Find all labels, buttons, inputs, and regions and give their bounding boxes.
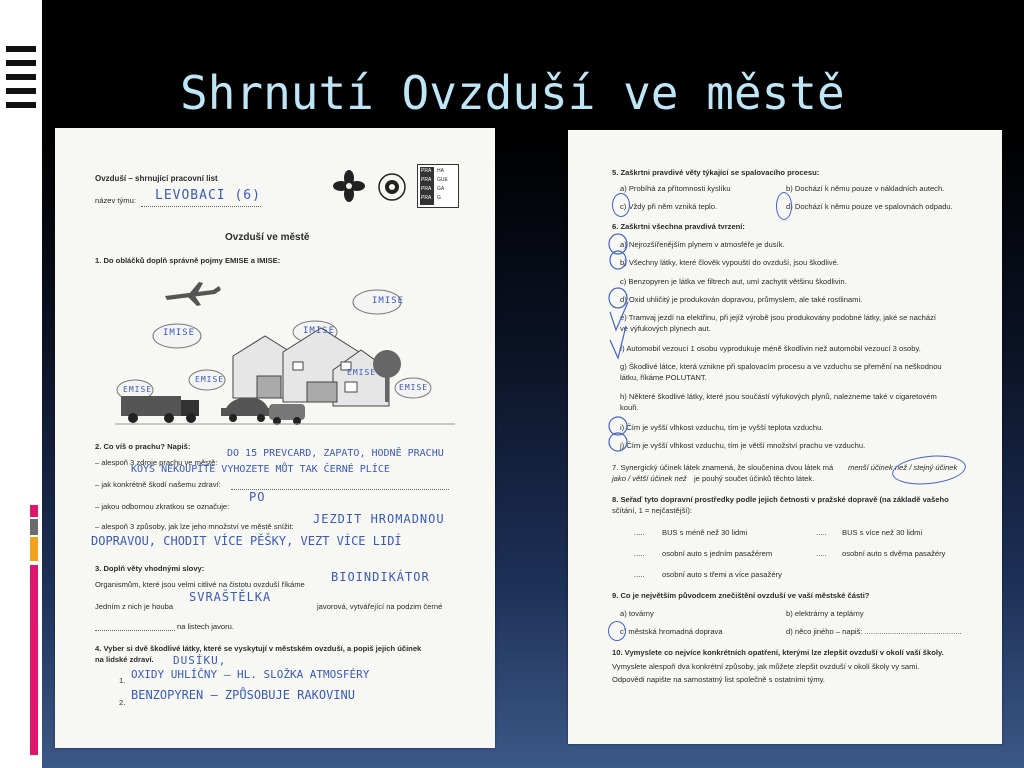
question-1: 1. Do obláčků doplň správně pojmy EMISE a IMISE: xyxy=(95,256,281,265)
accent-bar-gray xyxy=(30,519,38,535)
cloud-label-7: EMISE xyxy=(399,383,429,392)
question-6-c: c) Benzopyren je látka ve filtrech aut, umí zachytit většinu škodlivin. xyxy=(620,277,847,286)
question-5-b: b) Dochází k němu pouze v nákladních autech. xyxy=(786,184,945,193)
praha-logo-text-7: PRA xyxy=(421,195,432,201)
q8-blank-3: ..... xyxy=(634,549,645,558)
answer-4-line-2: BENZOPYREN – ZPŮSOBUJE RAKOVINU xyxy=(131,688,355,702)
answer-2-c: PO xyxy=(249,490,266,504)
q8-blank-1: ..... xyxy=(634,528,645,537)
praha-logo-text-3: PRA xyxy=(421,177,432,183)
question-3-b-start: Jedním z nich je houba xyxy=(95,602,174,611)
q8-item-3: osobní auto s jedním pasažérem xyxy=(662,549,773,558)
question-6-g-cont: látku, říkáme POLUTANT. xyxy=(620,373,707,382)
question-9-b: b) elektrárny a teplárny xyxy=(786,609,864,618)
q8-blank-2: ..... xyxy=(816,528,827,537)
question-5: 5. Zaškrtni pravdivé věty týkající se spalovacího procesu: xyxy=(612,168,820,177)
praha-logo-text-2: HA xyxy=(437,168,444,174)
question-10-c: Odpovědi napište na samostatný list společně s ostatními týmy. xyxy=(612,675,826,684)
question-6-e: e) Tramvaj jezdí na elektřinu, při jejíž výrobě jsou produkovány podobné látky, jaké se nachází xyxy=(620,313,937,322)
circle-mark-7 xyxy=(891,452,968,488)
question-6-j: j) Čím je vyšší vlhkost vzduchu, tím je větší množství prachu ve vzduchu. xyxy=(620,441,866,450)
q8-item-4: osobní auto s dvěma pasažéry xyxy=(842,549,946,558)
question-9-a: a) továrny xyxy=(620,609,654,618)
question-6-g: g) Škodlivé látce, která vznikne při spalovacím procesu a ve vzduchu se přemění na neškodnou xyxy=(620,362,942,371)
answer-2-d-line-2: DOPRAVOU, CHODIT VÍCE PĚŠKY, VEZT VÍCE LIDÍ xyxy=(91,534,402,548)
question-3-c: na listech javoru. xyxy=(177,622,234,631)
answer-3-a: BIOINDIKÁTOR xyxy=(331,570,430,584)
question-6: 6. Zaškrtni všechna pravdivá tvrzení: xyxy=(612,222,745,231)
question-3: 3. Doplň věty vhodnými slovy: xyxy=(95,564,205,573)
round-emblem-icon xyxy=(377,172,407,202)
question-6-d: d) Oxid uhličitý je produkován dopravou, průmyslem, ale také rostlinami. xyxy=(620,295,863,304)
answer-2-a-line-1: DO 15 PREVCARD, ZAPATO, HODNĚ PRACHU xyxy=(227,448,444,459)
accent-bar-pink-top xyxy=(30,505,38,517)
question-8-b: sčítání, 1 = nejčastější): xyxy=(612,506,692,515)
question-5-c: c) Vždy při něm vzniká teplo. xyxy=(620,202,718,211)
praha-logo-text-4: GUE xyxy=(437,177,448,183)
question-7-b: jako / větší účinek než xyxy=(612,474,687,483)
team-line xyxy=(141,206,261,207)
q8-item-2: BUS s více než 30 lidmi xyxy=(842,528,923,537)
question-9-d: d) něco jiného – napiš: .............................................. xyxy=(786,627,962,636)
question-9-c: c) městská hromadná doprava xyxy=(620,627,723,636)
question-2-b: – jak konkrétně škodí našemu zdraví: xyxy=(95,480,221,489)
question-6-a: a) Nejrozšířenějším plynem v atmosféře je dusík. xyxy=(620,240,785,249)
question-5-a: a) Probíhá za přítomnosti kyslíku xyxy=(620,184,731,193)
cloud-label-6: EMISE xyxy=(347,368,377,377)
question-2-d: – alespoň 3 způsoby, jak lze jeho množství ve městě snížit: xyxy=(95,522,294,531)
q8-blank-5: ..... xyxy=(634,570,645,579)
answer-4-pre: DUSÍKU, xyxy=(173,654,227,667)
car-icon-2 xyxy=(269,404,305,425)
team-value-handwritten: LEVOBACI (6) xyxy=(155,188,261,203)
question-7-options: menší účinek než / stejný účinek xyxy=(848,463,958,472)
praha-logo-text-6: GA xyxy=(437,186,445,192)
q8-item-5: osobní auto s třemi a více pasažéry xyxy=(662,570,782,579)
accent-bar-pink xyxy=(30,565,38,755)
truck-icon xyxy=(121,396,199,423)
worksheet-left xyxy=(55,128,495,748)
question-4: 4. Vyber si dvě škodlivé látky, které se vyskytují v městském ovzduší, a popiš jejich účinek xyxy=(95,644,422,653)
circle-mark-9c xyxy=(608,621,626,641)
question-6-i: i) Čím je vyšší vlhkost vzduchu, tím je vyšší teplota vzduchu. xyxy=(620,423,824,432)
circle-mark-5d xyxy=(776,192,792,220)
accent-bar-orange xyxy=(30,537,38,561)
circle-mark-5c xyxy=(612,193,630,217)
question-6-e-cont: ve výfukových plynech aut. xyxy=(620,324,711,333)
question-9: 9. Co je největším původcem znečištění ovzduší ve vaší městské části? xyxy=(612,591,870,600)
question-6-b: b) Všechny látky, které člověk vypouští do ovzduší, jsou škodlivé. xyxy=(620,258,839,267)
q8-item-1: BUS s méně než 30 lidmi xyxy=(662,528,748,537)
worksheet-right xyxy=(568,130,1002,744)
answer-4-line-1: OXIDY UHLÍČNY – HL. SLOŽKA ATMOSFÉRY xyxy=(131,668,370,681)
clover-logo-icon xyxy=(329,168,369,208)
answer-3-c-line xyxy=(95,630,175,631)
question-7-c: je pouhý součet účinků těchto látek. xyxy=(694,474,815,483)
airplane-icon xyxy=(165,282,221,306)
slide-title: Shrnutí Ovzduší ve městě xyxy=(180,66,845,120)
q8-blank-4: ..... xyxy=(816,549,827,558)
praha-logo-text-1: PRA xyxy=(421,168,432,174)
praha-logo-text-8: G xyxy=(437,195,441,201)
handwritten-check-marks xyxy=(604,230,634,460)
praha-logo-text-5: PRA xyxy=(421,186,432,192)
sheet-header-title: Ovzduší – shrnující pracovní list xyxy=(95,174,218,183)
cloud-label-5: EMISE xyxy=(195,375,225,384)
cloud-label-3: IMISE xyxy=(303,326,336,336)
answer-4-number-2: 2. xyxy=(119,698,126,707)
question-2: 2. Co víš o prachu? Napiš: xyxy=(95,442,191,451)
cloud-label-1: IMISE xyxy=(163,328,196,338)
answer-2-a-line-2: KOYS NEKOUPÍTE VYHOZETE MŮT TAK ČERNÉ PLÍCE xyxy=(131,464,390,475)
car-icon xyxy=(221,398,271,422)
question-3-b-end: javorová, vytvářející na podzim černé xyxy=(317,602,443,611)
team-label: název týmu: xyxy=(95,196,136,205)
question-10: 10. Vymyslete co nejvíce konkrétních opatření, kterými lze zlepšit ovzduší v okolí vaší školy. xyxy=(612,648,944,657)
answer-4-number-1: 1. xyxy=(119,676,126,685)
cloud-label-4: EMISE xyxy=(123,385,153,394)
question-6-h-cont: kouři. xyxy=(620,403,639,412)
question-4-b: na lidské zdraví. xyxy=(95,655,154,664)
question-3-a: Organismům, které jsou velmi citlivé na čistotu ovzduší říkáme xyxy=(95,580,305,589)
answer-3-b: SVRAŠTĚLKA xyxy=(189,590,272,604)
question-6-h: h) Některé škodlivé látky, které jsou součástí výfukových plynů, nalezneme také v cigaretovém xyxy=(620,392,937,401)
section-title: Ovzduší ve městě xyxy=(225,232,310,243)
question-10-b: Vymyslete alespoň dva konkrétní způsoby, jak můžete zlepšit ovzduší v okolí školy vy sami. xyxy=(612,662,920,671)
question-8: 8. Seřaď tyto dopravní prostředky podle jejich četnosti v pražské dopravě (na základě vašeho xyxy=(612,495,949,504)
question-6-f: f) Automobil vezoucí 1 osobu vyprodukuje méně škodlivin než automobil vezoucí 3 osoby. xyxy=(620,344,921,353)
cloud-label-2: IMISE xyxy=(372,296,405,306)
praha-logo-icon xyxy=(417,164,459,208)
question-7-a: 7. Synergický účinek látek znamená, že sloučenina dvou látek má xyxy=(612,463,834,472)
question-2-c: – jakou odbornou zkratkou se označuje: xyxy=(95,502,230,511)
question-5-d: d) Dochází k němu pouze ve spalovnách odpadu. xyxy=(786,202,953,211)
answer-2-d-line-1: JEZDIT HROMADNOU xyxy=(313,512,445,526)
question-2-a: – alespoň 3 zdroje prachu ve městě: xyxy=(95,458,218,467)
decorative-stripes-icon xyxy=(0,24,42,120)
accent-bars xyxy=(30,505,40,755)
